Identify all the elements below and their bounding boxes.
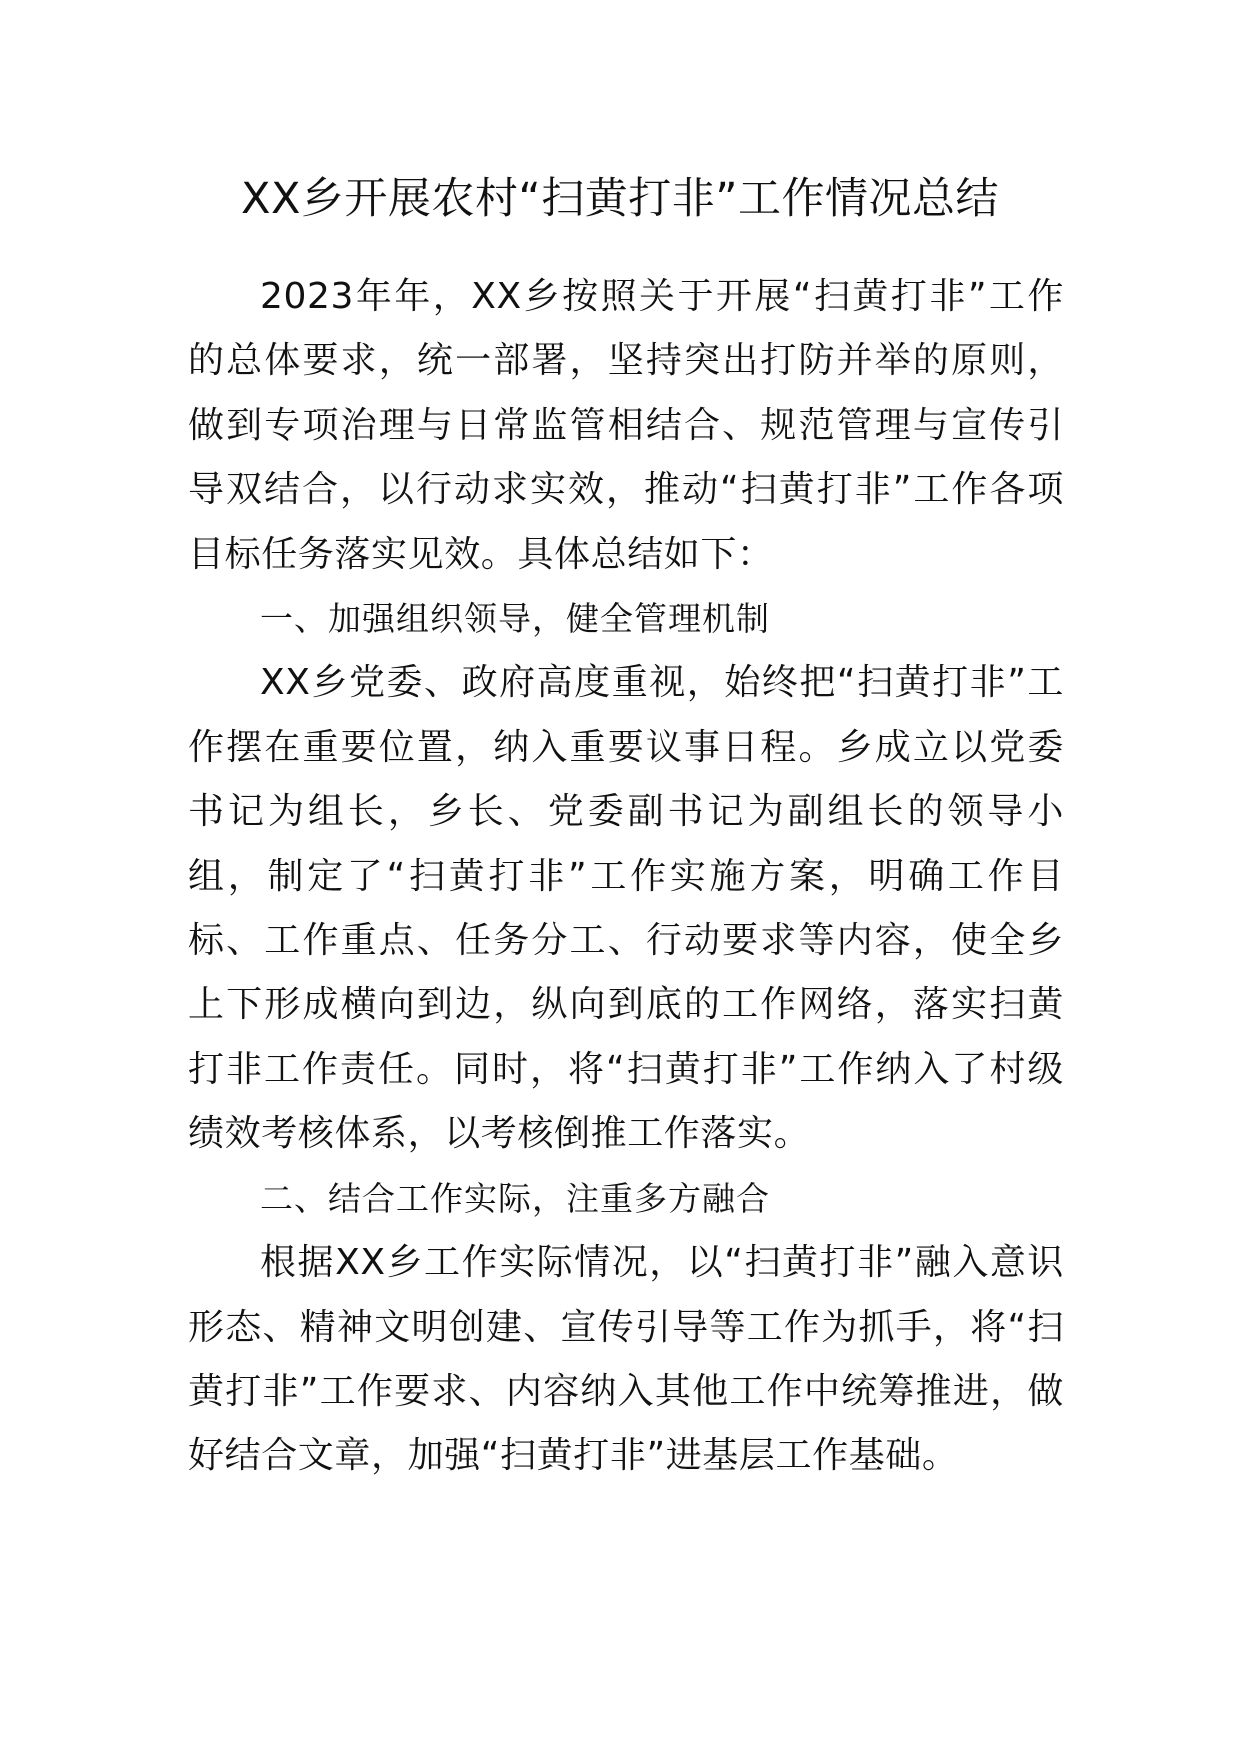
section-2-paragraph: 根据XX乡工作实际情况，以“扫黄打非”融入意识形态、精神文明创建、宣传引导等工作为抓手，将“扫黄打非”工作要求、内容纳入其他工作中统筹推进，做好结合文章，加强“扫黄打非”进基层工作基础。	[188, 1242, 1064, 1477]
intro-paragraph: 2023年年，XX乡按照关于开展“扫黄打非”工作的总体要求，统一部署，坚持突出打防并举的原则，做到专项治理与日常监管相结合、规范管理与宣传引导双结合，以行动求实效，推动“扫黄打非”工作各项目标任务落实见效。具体总结如下：	[188, 276, 1064, 575]
document-body	[188, 265, 1064, 1489]
section-1-paragraph: XX乡党委、政府高度重视，始终把“扫黄打非”工作摆在重要位置，纳入重要议事日程。乡成立以党委书记为组长，乡长、党委副书记为副组长的领导小组，制定了“扫黄打非”工作实施方案，明确工作目标、工作重点、任务分工、行动要求等内容，使全乡上下形成横向到边，纵向到底的工作网络，落实扫黄打非工作责任。同时，将“扫黄打非”工作纳入了村级绩效考核体系，以考核倒推工作落实。	[188, 662, 1064, 1155]
section-heading-2: 二、结合工作实际，注重多方融合	[260, 1178, 770, 1218]
section-heading-1: 一、加强组织领导，健全管理机制	[260, 599, 770, 639]
document-title: XX乡开展农村“扫黄打非”工作情况总结	[241, 174, 999, 224]
